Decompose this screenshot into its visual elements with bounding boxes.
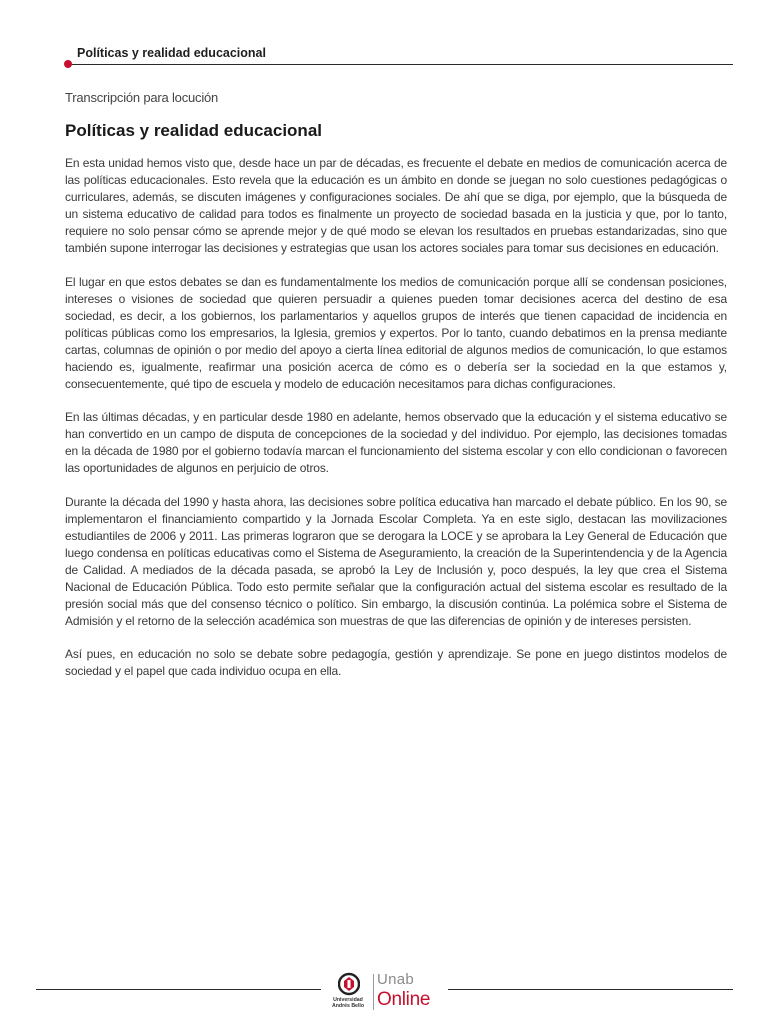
document-body [65, 155, 727, 697]
document-subtitle: Transcripción para locución [65, 90, 219, 105]
header-title: Políticas y realidad educacional [77, 46, 266, 60]
online-label: Online [377, 989, 431, 1010]
unab-label: Unab [377, 971, 415, 988]
unab-online-logo [326, 970, 446, 1014]
paragraph: Durante la década del 1990 y hasta ahora, las decisiones sobre política educativa han marcado el debate público. En los 90, se implementaron el financiamiento compartido y la Jornada Escolar Completa. Ya en este siglo, destacan las movilizaciones estudiantiles de 2006 y 2011. Las primeras lograron que se derogara la LOCE y se aprobara la Ley General de Educación que luego condensa en políticas educativas como el Sistema de Aseguramiento, la creación de la Superintendencia y de la Agencia de Calidad. A mediados de la década pasada, se aprobó la Ley de Inclusión y, poco después, la ley que crea el Sistema Nacional de Educación Pública. Todo esto permite señalar que la configuración actual del sistema escolar es resultado de la presión social más que del consenso técnico o político. Sin embargo, la discusión continúa. La polémica sobre el Sistema de Admisión y el retorno de la selección académica son muestras de que las diferencias de opinión y de intereses persisten. [65, 494, 727, 628]
header-divider [68, 64, 733, 65]
document-title: Políticas y realidad educacional [65, 121, 322, 140]
paragraph: En las últimas décadas, y en particular desde 1980 en adelante, hemos observado que la educación y el sistema educativo se han convertido en un campo de disputa de concepciones de la sociedad y del individuo. Por ejemplo, las decisiones tomadas en la década de 1980 por el gobierno todavía marcan el funcionamiento del sistema escolar y con ello condicionan o favorecen las oportunidades de algunos en perjuicio de otros. [65, 410, 727, 475]
paragraph: El lugar en que estos debates se dan es fundamentalmente los medios de comunicación porque allí se condensan posiciones, intereses o visiones de sociedad que quieren persuadir a quienes pueden tomar decisiones acerca del destino de esa sociedad, es decir, a los gobiernos, los parlamentarios y aquellos grupos de interés que tienen capacidad de incidencia en políticas públicas como los empresarios, la Iglesia, gremios y expertos. Por lo tanto, cuando debatimos en la prensa mediante cartas, columnas de opinión o por medio del apoyo a cierta línea editorial de algunos medios de comunicación, lo que estamos haciendo es, igualmente, reafirmar una posición acerca de cómo es o debería ser la sociedad en la que estamos y, consecuentemente, qué tipo de escuela y modelo de educación necesitamos para dichas configuraciones. [65, 274, 727, 391]
header-bullet-dot [64, 60, 72, 68]
footer-divider-right [448, 989, 733, 990]
university-name [328, 997, 368, 1009]
paragraph: En esta unidad hemos visto que, desde hace un par de décadas, es frecuente el debate en medios de comunicación acerca de las políticas educacionales. Esto revela que la educación es un ámbito en donde se juegan no solo cuestiones pedagógicas o curriculares, además, se discuten imágenes y configuraciones sociales. De ahí que se diga, por ejemplo, que la búsqueda de un sistema educativo de calidad para todos es finalmente un proyecto de sociedad basada en la justicia y que, por lo tanto, requiere no solo pensar cómo se aprende mejor y de qué modo se elevan los resultados en pruebas estandarizadas, sino que también supone interrogar las decisiones y estrategias que usan los actores sociales para tomar sus decisiones en educación. [65, 156, 727, 255]
paragraph: Así pues, en educación no solo se debate sobre pedagogía, gestión y aprendizaje. Se pone en juego distintos modelos de sociedad y el papel que cada individuo ocupa en ella. [65, 647, 727, 678]
university-name-line: Andrés Bello [332, 1003, 364, 1009]
footer-divider-left [36, 989, 321, 990]
university-emblem-icon [338, 972, 360, 996]
logo-divider [373, 974, 374, 1010]
university-name-line: Universidad [333, 997, 363, 1003]
